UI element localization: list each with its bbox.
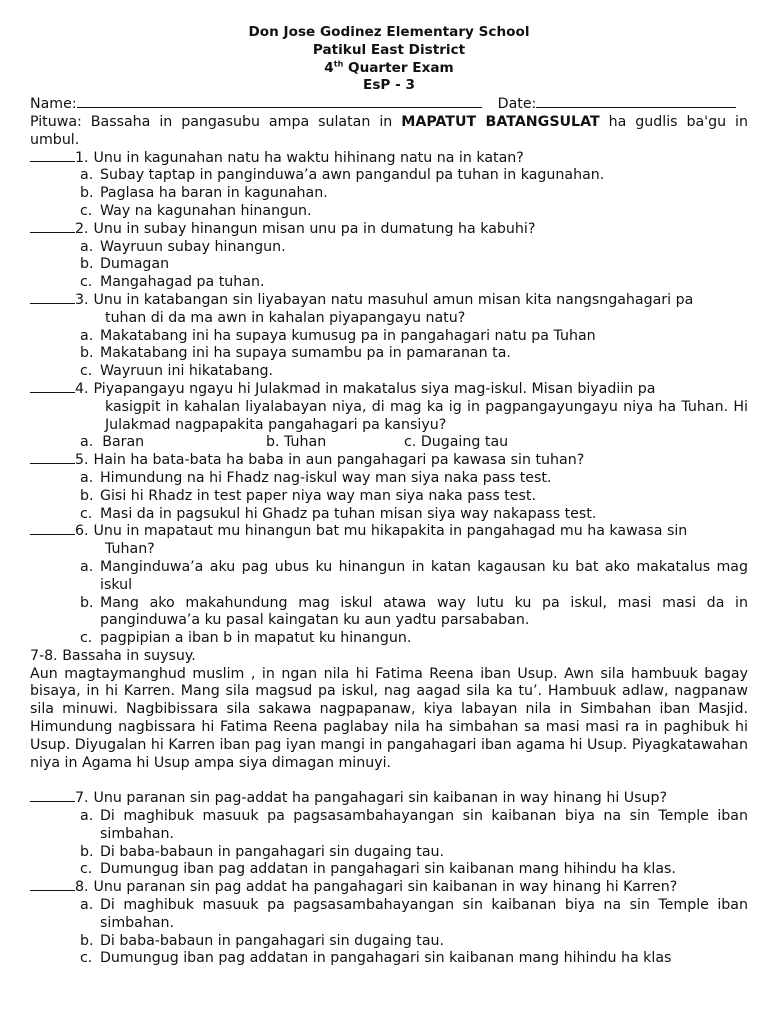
option-text: Di maghibuk masuuk pa pagsasambahayangan sin kaibanan biya na sin Temple iban simbahan. xyxy=(100,808,748,842)
answer-option: a. Baran xyxy=(80,434,145,451)
option-text: Dumungug iban pag addatan in pangahagari sin kaibanan mang hihindu ha klas xyxy=(100,950,672,967)
instructions-post: ha gudlis ba'gu in umbul. xyxy=(30,113,748,148)
question-text-continued: Tuhan? xyxy=(105,541,155,558)
question-text: Unu in subay hinangun misan unu pa in dumatung ha kabuhi? xyxy=(93,220,536,237)
option-letter: b. xyxy=(80,185,94,202)
answer-option xyxy=(30,470,748,488)
question-number xyxy=(30,150,89,168)
question-text: Piyapangayu ngayu hi Julakmad in makatalus siya mag-iskul. Misan biyadiin pa xyxy=(93,380,656,397)
question-number-label: 6. xyxy=(75,523,89,540)
option-text: Di baba-babaun in pangahagari sin dugaing tau. xyxy=(100,932,445,949)
answer-option xyxy=(30,861,748,879)
option-letter: b. xyxy=(80,345,94,362)
answer-option xyxy=(30,897,748,933)
answer-option xyxy=(30,239,748,257)
question-number xyxy=(30,790,89,808)
option-letter: c. xyxy=(80,363,93,380)
passage-title: 7-8. Bassaha in suysuy. xyxy=(30,647,196,664)
answer-blank[interactable] xyxy=(30,790,75,802)
answer-blank[interactable] xyxy=(30,150,75,162)
option-text: Masi da in pagsukul hi Ghadz pa tuhan misan siya way nakapass test. xyxy=(100,505,597,522)
option-letter: a. xyxy=(80,238,94,255)
question-number xyxy=(30,523,89,541)
option-text: Makatabang ini ha supaya sumambu pa in pamaranan ta. xyxy=(100,345,511,362)
option-text: Subay taptap in panginduwa’a awn pangandul pa tuhan in kagunahan. xyxy=(100,167,605,184)
answer-option xyxy=(30,506,748,524)
option-text: Di maghibuk masuuk pa pagsasambahayangan sin kaibanan biya na sin Temple iban simbahan. xyxy=(100,897,748,931)
question-text-continued: tuhan di da ma awn in kahalan piyapangayu natu? xyxy=(105,309,466,326)
exam-number: 4 xyxy=(324,59,334,76)
answer-option xyxy=(30,933,748,951)
answer-option xyxy=(30,167,748,185)
option-letter: a. xyxy=(80,469,94,486)
option-text: Manginduwa’a aku pag ubus ku hinangun in katan kagausan ku bat ako makatalus mag iskul xyxy=(100,558,748,593)
question-text: Hain ha bata-bata ha baba in aun pangahagari pa kawasa sin tuhan? xyxy=(93,452,585,469)
question-text: Unu in mapataut mu hinangun bat mu hikapakita in pangahagad mu ha kawasa sin xyxy=(93,523,688,540)
question-number xyxy=(30,381,89,399)
question-number-label: 3. xyxy=(75,291,89,308)
name-blank[interactable] xyxy=(77,95,482,108)
answer-options-inline xyxy=(30,434,748,452)
option-text: Dumagan xyxy=(100,256,170,273)
answer-blank[interactable] xyxy=(30,452,75,464)
answer-blank[interactable] xyxy=(30,523,75,535)
question xyxy=(30,381,748,399)
answer-option xyxy=(30,844,748,862)
answer-option xyxy=(30,256,748,274)
option-text: Makatabang ini ha supaya kumusug pa in pangahagari natu pa Tuhan xyxy=(100,327,596,344)
answer-option xyxy=(30,950,748,968)
question-number xyxy=(30,879,89,897)
date-blank[interactable] xyxy=(536,95,736,108)
name-label: Name: xyxy=(30,96,77,113)
option-letter: c. xyxy=(80,861,93,878)
option-text: Wayruun ini hikatabang. xyxy=(100,363,273,380)
option-letter: a. xyxy=(80,558,94,575)
answer-option xyxy=(30,185,748,203)
option-letter: a. xyxy=(80,897,94,914)
question-number-label: 1. xyxy=(75,149,89,166)
option-text: Di baba-babaun in pangahagari sin dugaing tau. xyxy=(100,843,445,860)
question xyxy=(30,879,748,897)
option-letter: a. xyxy=(80,327,94,344)
answer-blank[interactable] xyxy=(30,381,75,393)
option-letter: a. xyxy=(80,808,94,825)
question xyxy=(30,221,748,239)
answer-option: c. Dugaing tau xyxy=(404,434,509,451)
answer-option xyxy=(30,488,748,506)
question-number xyxy=(30,452,89,470)
question-text-continued: kasigpit in kahalan liyalabayan niya, di mag ka ig in pagpangayungayu niya ha Tuhan. Hi Julakmad nagpapakita pangahagari pa kansiyu? xyxy=(105,398,748,433)
option-letter: a. xyxy=(80,167,94,184)
option-text: Mang ako makahundung mag iskul atawa way lutu ku pa iskul, masi masi da in panginduwa’a ku pasal kaingatan ku aun yadtu parsababan. xyxy=(100,594,748,629)
option-letter: b. xyxy=(80,932,94,949)
question xyxy=(30,452,748,470)
option-text: Gisi hi Rhadz in test paper niya way man siya naka pass test. xyxy=(100,487,536,504)
subject-title: EsP - 3 xyxy=(363,77,415,94)
option-text: pagpipian a iban b in mapatut ku hinangun. xyxy=(100,630,412,647)
answer-option xyxy=(30,808,748,844)
date-label: Date: xyxy=(497,96,537,113)
question xyxy=(30,790,748,808)
exam-page xyxy=(30,24,748,968)
option-text: Paglasa ha baran in kagunahan. xyxy=(100,185,328,202)
answer-option xyxy=(30,345,748,363)
answer-blank[interactable] xyxy=(30,292,75,304)
option-letter: c. xyxy=(80,950,93,967)
answer-option xyxy=(30,203,748,221)
question xyxy=(30,150,748,168)
question xyxy=(30,292,748,310)
question-number-label: 8. xyxy=(75,879,89,896)
question xyxy=(30,523,748,541)
answer-option xyxy=(30,630,748,648)
option-text: Himundung na hi Fhadz nag-iskul way man siya naka pass test. xyxy=(100,469,552,486)
passage-text: Aun magtaymanghud muslim , in ngan nila hi Fatima Reena iban Usup. Awn sila hambuuk bagay bisaya, in hi Karren. Mang sila magsud pa iskul, nag aagad sila ka tu’. Hambuuk adlaw, nagpanaw sila minuwi. Nagbibissara sila sakawa nagpapanaw, kiya labayan nila in Simbahan iban Masjid. Himundung nagbissara hi Fatima Reena paglabay nila ha simbahan sa masi masi ra in paghibuk hi Usup. Diyugalan hi Karren iban pag iyan mangi in pangahagari iban agama hi Usup. Piyagkatawahan niya in Agama hi Usup ampa siya dimagan minuyi. xyxy=(30,665,748,771)
answer-option xyxy=(30,595,748,631)
option-letter: b. xyxy=(80,594,94,611)
option-letter: c. xyxy=(80,630,93,647)
question-number-label: 2. xyxy=(75,220,89,237)
question-number-label: 7. xyxy=(75,790,89,807)
name-date-row xyxy=(30,95,748,114)
question-number-label: 4. xyxy=(75,380,89,397)
answer-option xyxy=(30,274,748,292)
questions-section-1 xyxy=(30,150,748,648)
answer-option xyxy=(30,328,748,346)
questions-section-2 xyxy=(30,790,748,968)
question-number-label: 5. xyxy=(75,452,89,469)
school-name: Don Jose Godinez Elementary School xyxy=(248,24,530,40)
option-letter: b. xyxy=(80,843,94,860)
instructions-bold: MAPATUT BATANGSULAT xyxy=(401,113,600,130)
option-letter: b. xyxy=(80,487,94,504)
instructions-pre: Pituwa: Bassaha in pangasubu ampa sulatan in xyxy=(30,113,402,130)
answer-option xyxy=(30,559,748,595)
instructions xyxy=(30,114,748,150)
answer-blank[interactable] xyxy=(30,221,75,233)
exam-title xyxy=(30,60,748,78)
option-text: Dumungug iban pag addatan in pangahagari sin kaibanan mang hihindu ha klas. xyxy=(100,861,676,878)
option-text: Way na kagunahan hinangun. xyxy=(100,202,312,219)
question-text: Unu in katabangan sin liyabayan natu masuhul amun misan kita nangsngahagari pa xyxy=(93,291,694,308)
district-name: Patikul East District xyxy=(312,41,466,58)
option-letter: b. xyxy=(80,256,94,273)
spacer xyxy=(30,772,748,790)
option-letter: c. xyxy=(80,202,93,219)
option-letter: c. xyxy=(80,274,93,291)
question-number xyxy=(30,221,89,239)
option-letter: c. xyxy=(80,505,93,522)
question-number xyxy=(30,292,89,310)
exam-rest: Quarter Exam xyxy=(343,59,454,76)
exam-sup: th xyxy=(333,59,344,69)
question-text: Unu paranan sin pag addat ha pangahagari sin kaibanan in way hinang hi Karren? xyxy=(93,879,678,896)
option-text: Mangahagad pa tuhan. xyxy=(100,274,265,291)
option-text: Wayruun subay hinangun. xyxy=(100,238,286,255)
answer-blank[interactable] xyxy=(30,879,75,891)
question-text: Unu paranan sin pag-addat ha pangahagari sin kaibanan in way hinang hi Usup? xyxy=(93,790,668,807)
answer-option xyxy=(30,363,748,381)
answer-option: b. Tuhan xyxy=(266,434,327,451)
question-text: Unu in kagunahan natu ha waktu hihinang natu na in katan? xyxy=(93,149,524,166)
